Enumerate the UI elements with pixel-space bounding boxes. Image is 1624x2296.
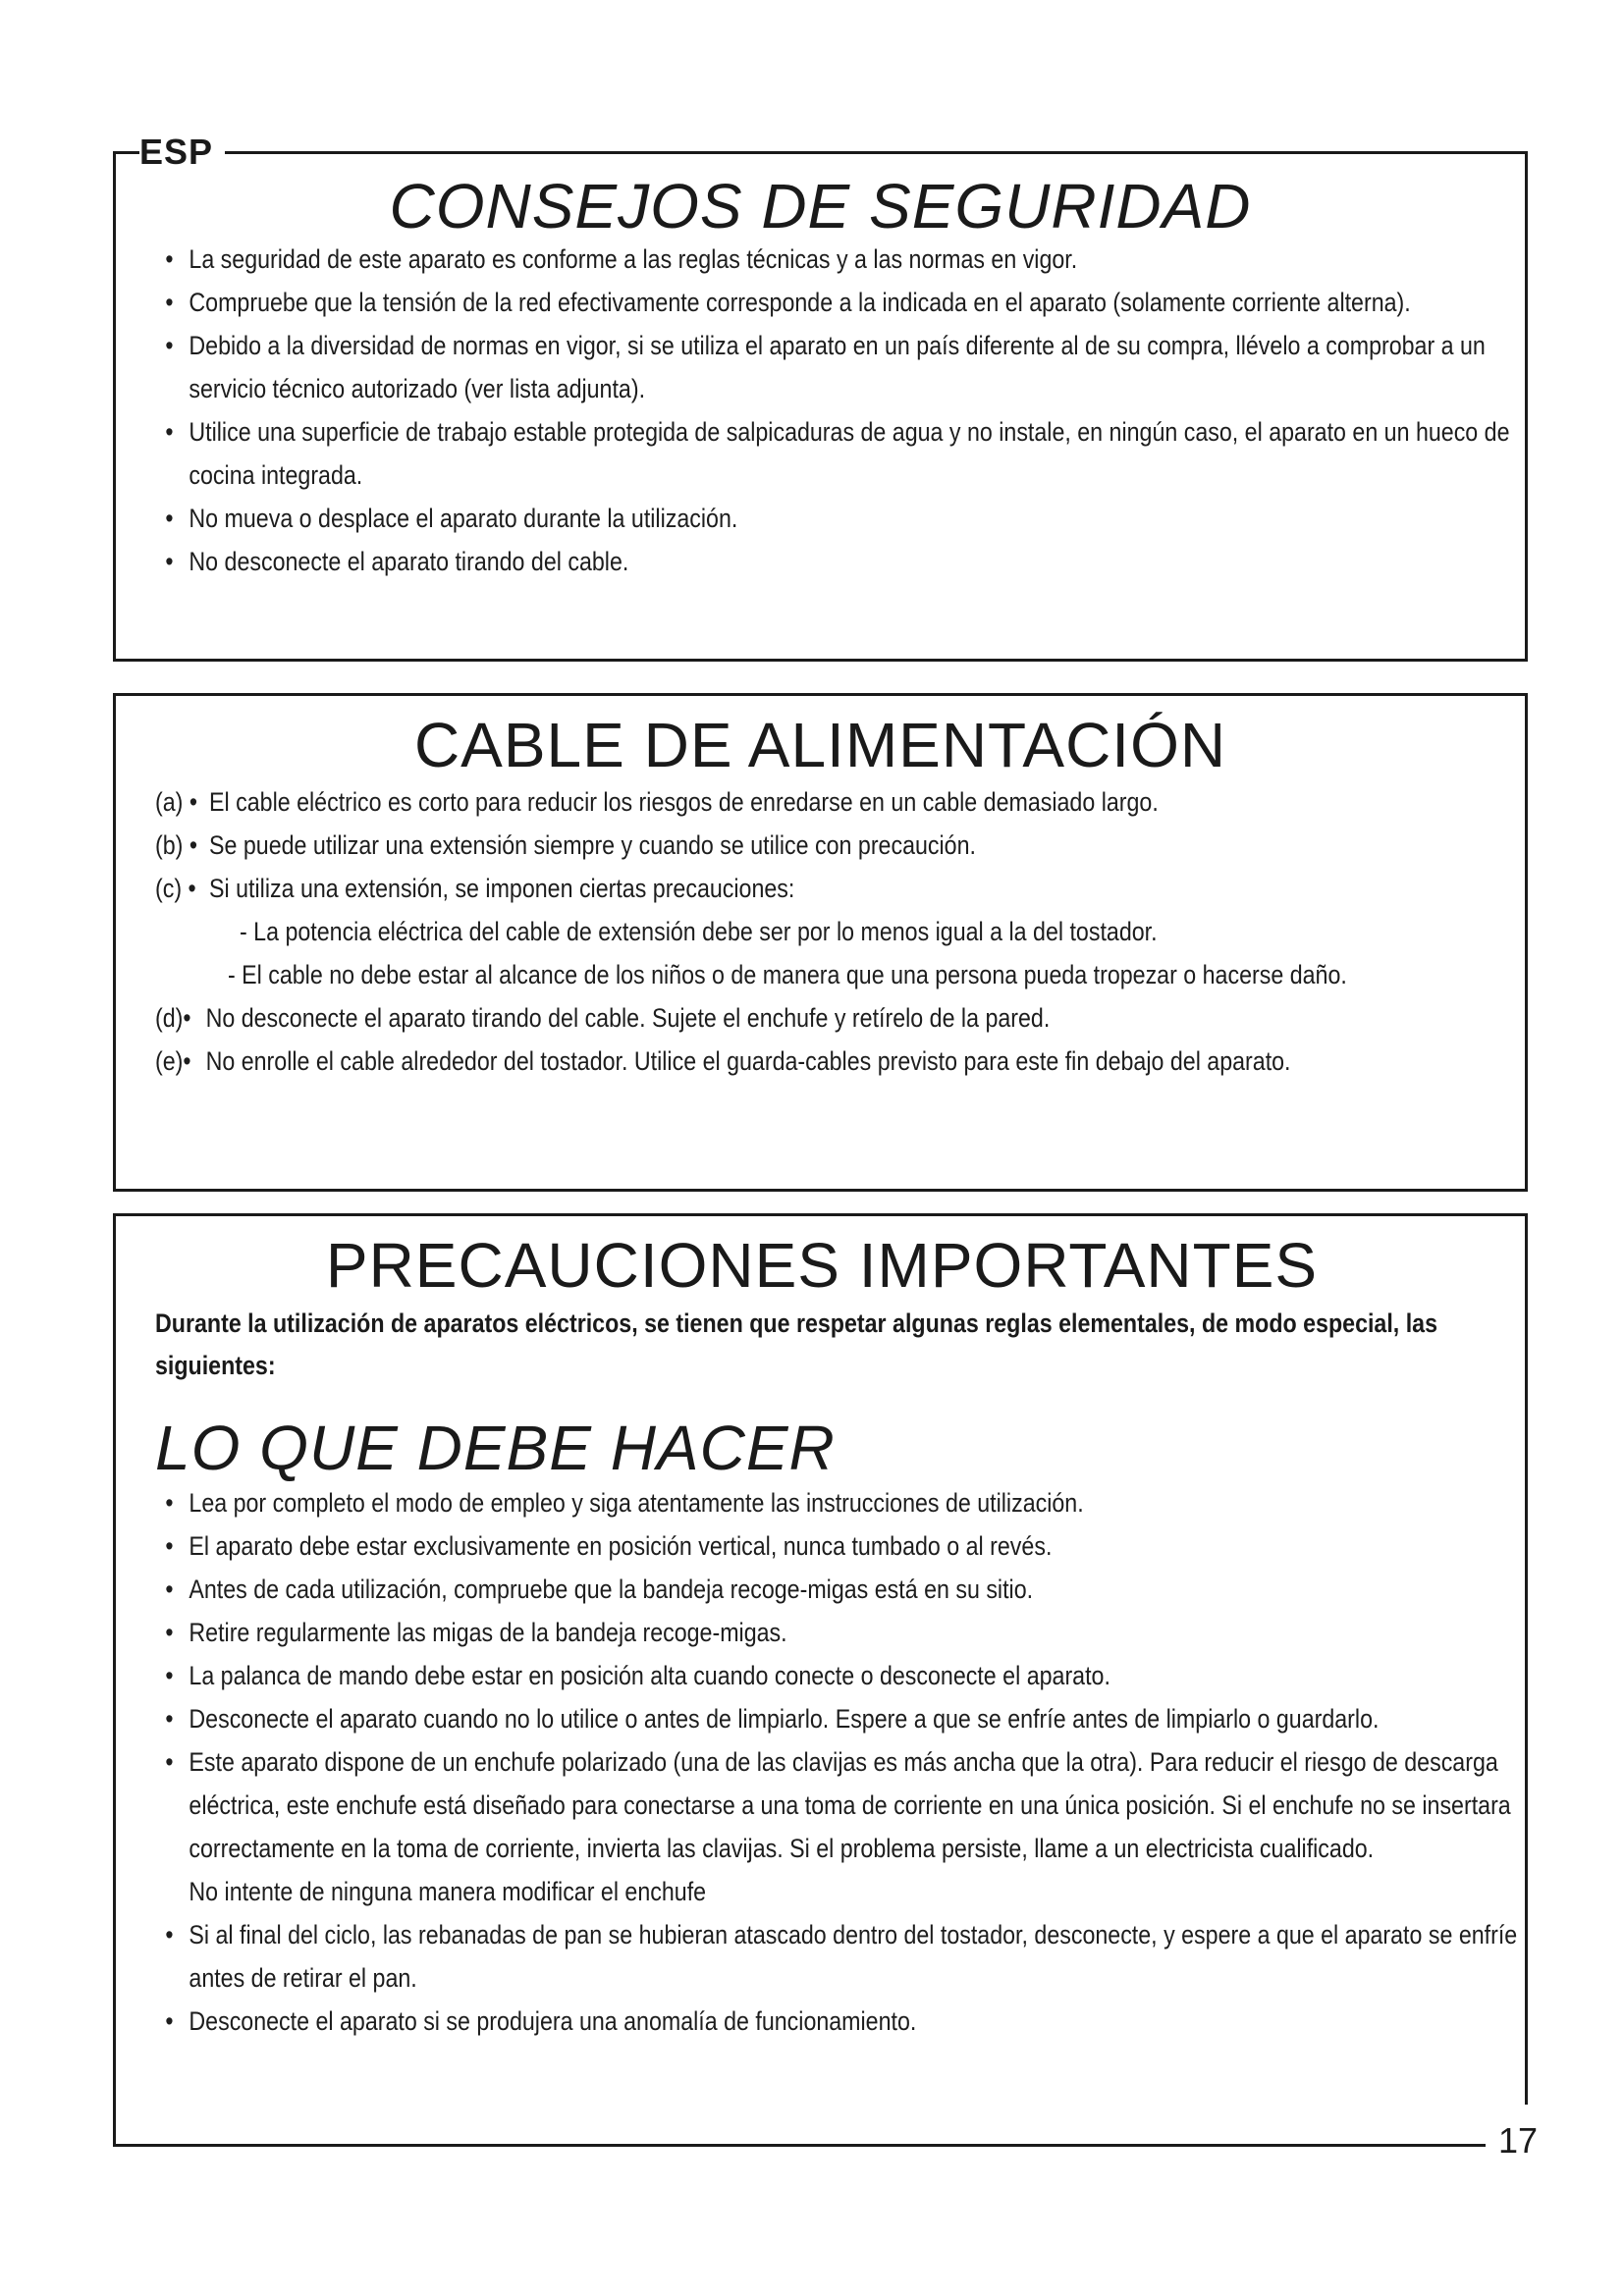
item-text: Si utiliza una extensión, se imponen ciertas precauciones: [209, 874, 795, 903]
list-item [155, 780, 1537, 824]
precautions-intro: Durante la utilización de aparatos eléctricos, se tienen que respetar algunas reglas elementales, de modo especial, las siguientes: [155, 1308, 1437, 1380]
item-text: Se puede utilizar una extensión siempre y cuando se utilice con precaución. [209, 830, 976, 860]
list-item [155, 1740, 1519, 1913]
list-item: • Retire regularmente las migas de la bandeja recoge-migas. [155, 1611, 1519, 1654]
language-tag: ESP [139, 132, 225, 173]
list-item: • El aparato debe estar exclusivamente en posición vertical, nunca tumbado o al revés. [155, 1524, 1519, 1568]
cable-list [155, 780, 1486, 1083]
sub-item [155, 910, 1567, 953]
page-number: 17 [1498, 2120, 1539, 2161]
item-label: (c) • [155, 874, 196, 903]
item-text: Este aparato dispone de un enchufe polarizado (una de las clavijas es más ancha que la otra). Para reducir el riesgo de descarga eléctrica, este enchufe está diseñado para conectarse a una toma de corriente en una única posición. Si el enchufe no se insertara correctamente en la toma de corriente, invierta las clavijas. Si el problema persiste, llame a un electricista cualificado. [189, 1747, 1511, 1863]
item-label: (a) • [155, 787, 197, 817]
safety-title: CONSEJOS DE SEGURIDAD [389, 171, 1252, 241]
precautions-box [113, 1213, 1528, 2144]
list-item: • Compruebe que la tensión de la red efectivamente corresponde a la indicada en el aparato (solamente corriente alterna). [155, 281, 1516, 324]
list-item [155, 996, 1533, 1040]
item-text: No desconecte el aparato tirando del cable. Sujete el enchufe y retírelo de la pared. [205, 1003, 1051, 1033]
sub-item-text: - La potencia eléctrica del cable de extensión debe ser por lo menos igual a la del tostador. [240, 917, 1158, 946]
list-item [155, 1040, 1533, 1083]
list-item: • Desconecte el aparato si se produjera una anomalía de funcionamiento. [155, 2000, 1519, 2043]
cable-title: CABLE DE ALIMENTACIÓN [413, 710, 1227, 780]
list-item: • Si al final del ciclo, las rebanadas de pan se hubieran atascado dentro del tostador, desconecte, y espere a que el aparato se enfríe antes de retirar el pan. [155, 1913, 1519, 2000]
bottom-rule [113, 2144, 1486, 2147]
list-item: • No mueva o desplace el aparato durante la utilización. [155, 497, 1516, 540]
right-rule [1525, 1216, 1528, 2105]
list-item: • La seguridad de este aparato es conforme a las reglas técnicas y a las normas en vigor. [155, 238, 1516, 281]
list-item: • No desconecte el aparato tirando del cable. [155, 540, 1516, 583]
safety-box [113, 151, 1528, 662]
item-label: (b) • [155, 830, 197, 860]
plug-note: No intente de ninguna manera modificar el enchufe [189, 1877, 707, 1906]
list-item: • Utilice una superficie de trabajo estable protegida de salpicaduras de agua y no instale, en ningún caso, el aparato en un hueco de cocina integrada. [155, 410, 1516, 497]
list-item: • Debido a la diversidad de normas en vigor, si se utiliza el aparato en un país diferente al de su compra, llévelo a comprobar a un servicio técnico autorizado (ver lista adjunta). [155, 324, 1516, 410]
item-label: (d)• [155, 1003, 191, 1033]
item-text: El cable eléctrico es corto para reducir los riesgos de enredarse en un cable demasiado largo. [209, 787, 1159, 817]
item-text: No enrolle el cable alrededor del tostador. Utilice el guarda-cables previsto para este fin debajo del aparato. [205, 1046, 1291, 1076]
sub-item-text: - El cable no debe estar al alcance de los niños o de manera que una persona pueda tropezar o hacerse daño. [227, 960, 1347, 989]
cable-box [113, 693, 1528, 1192]
list-item: • La palanca de mando debe estar en posición alta cuando conecte o desconecte el aparato. [155, 1654, 1519, 1697]
do-subtitle: LO QUE DEBE HACER [155, 1413, 836, 1483]
do-list [155, 1481, 1518, 2043]
precautions-title: PRECAUCIONES IMPORTANTES [325, 1230, 1319, 1301]
list-item: • Antes de cada utilización, compruebe que la bandeja recoge-migas está en su sitio. [155, 1568, 1519, 1611]
sub-item [155, 953, 1567, 996]
list-item [155, 867, 1537, 910]
item-label: (e)• [155, 1046, 191, 1076]
top-rule [113, 151, 1528, 154]
list-item [155, 824, 1537, 867]
list-item: • Lea por completo el modo de empleo y siga atentamente las instrucciones de utilización. [155, 1481, 1519, 1524]
safety-list [155, 238, 1510, 583]
list-item: • Desconecte el aparato cuando no lo utilice o antes de limpiarlo. Espere a que se enfríe antes de limpiarlo o guardarlo. [155, 1697, 1519, 1740]
